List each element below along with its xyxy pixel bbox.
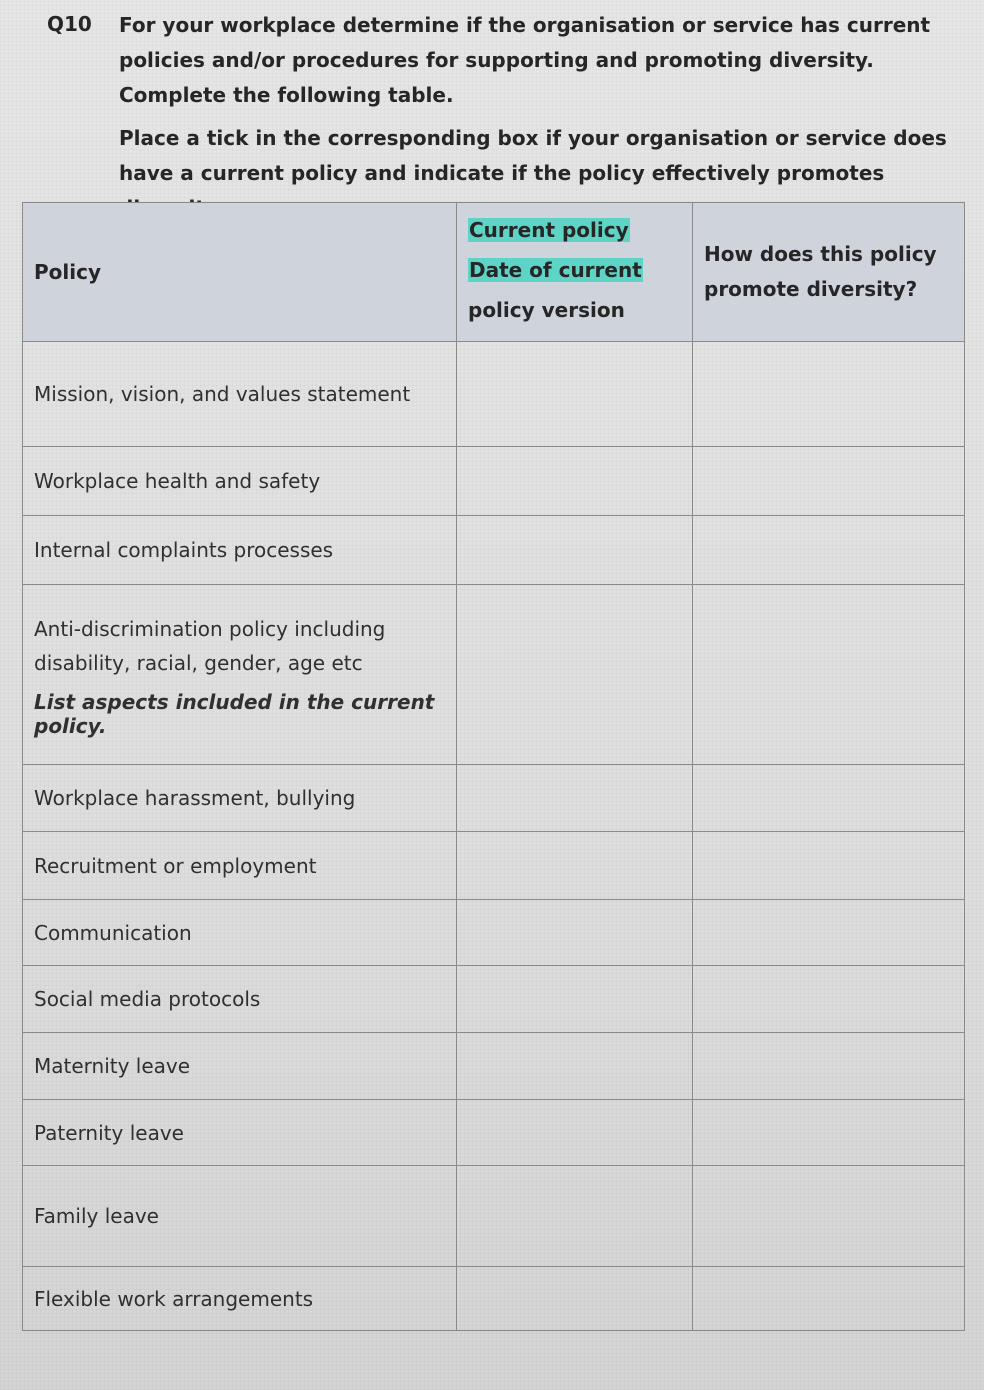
question-instruction: Place a tick in the corresponding box if your organisation or service does have a current policy and indicate if the policy effectively promotes <box>119 126 947 185</box>
promote-diversity-cell[interactable] <box>693 900 965 966</box>
promote-diversity-cell[interactable] <box>693 1100 965 1166</box>
current-policy-cell[interactable] <box>457 765 693 832</box>
policy-name: Mission, vision, and values statement <box>23 342 457 447</box>
promote-diversity-cell[interactable] <box>693 516 965 585</box>
table-row <box>23 1033 965 1100</box>
table-row <box>23 966 965 1033</box>
promote-diversity-cell[interactable] <box>693 1033 965 1100</box>
table-row <box>23 900 965 966</box>
policy-name: Family leave <box>23 1166 457 1267</box>
policy-name: Recruitment or employment <box>23 832 457 900</box>
header-how-promote <box>693 203 965 342</box>
promote-diversity-cell[interactable] <box>693 765 965 832</box>
table-row <box>23 447 965 516</box>
promote-diversity-cell[interactable] <box>693 966 965 1033</box>
current-policy-cell[interactable] <box>457 1267 693 1331</box>
policy-name: Workplace harassment, bullying <box>23 765 457 832</box>
header-how-line1: How does this policy <box>704 242 937 266</box>
promote-diversity-cell[interactable] <box>693 832 965 900</box>
table-row <box>23 1267 965 1331</box>
header-version-label: policy version <box>468 298 625 322</box>
policy-name: Social media protocols <box>23 966 457 1033</box>
policy-name: Communication <box>23 900 457 966</box>
table-row <box>23 832 965 900</box>
current-policy-cell[interactable] <box>457 832 693 900</box>
promote-diversity-cell[interactable] <box>693 1267 965 1331</box>
current-policy-cell[interactable] <box>457 447 693 516</box>
policy-name: Workplace health and safety <box>23 447 457 516</box>
list-aspects-note: List aspects included in the current policy. <box>34 689 435 738</box>
question-number: Q10 <box>47 12 92 36</box>
policy-name: Flexible work arrangements <box>23 1267 457 1331</box>
promote-diversity-cell[interactable] <box>693 585 965 765</box>
table-row <box>23 1166 965 1267</box>
table-row <box>23 516 965 585</box>
table-header-row <box>23 203 965 342</box>
current-policy-cell[interactable] <box>457 900 693 966</box>
current-policy-cell[interactable] <box>457 966 693 1033</box>
policy-table <box>22 202 965 1331</box>
policy-name-line1: Anti-discrimination policy including <box>34 616 386 641</box>
current-policy-cell[interactable] <box>457 516 693 585</box>
promote-diversity-cell[interactable] <box>693 1166 965 1267</box>
header-current-policy-label: Current policy <box>469 218 629 242</box>
policy-name: Maternity leave <box>23 1033 457 1100</box>
table-row <box>23 585 965 765</box>
current-policy-cell[interactable] <box>457 342 693 447</box>
policy-name-line2: disability, racial, gender, age etc <box>34 650 363 675</box>
promote-diversity-cell[interactable] <box>693 342 965 447</box>
current-policy-cell[interactable] <box>457 1100 693 1166</box>
header-policy: Policy <box>23 203 457 342</box>
policy-name: Internal complaints processes <box>23 516 457 585</box>
header-how-line2: promote diversity? <box>704 277 918 301</box>
table-row <box>23 765 965 832</box>
table-row <box>23 342 965 447</box>
current-policy-cell[interactable] <box>457 1166 693 1267</box>
table-row <box>23 1100 965 1166</box>
policy-name: Paternity leave <box>23 1100 457 1166</box>
current-policy-cell[interactable] <box>457 585 693 765</box>
header-current-policy <box>457 203 693 342</box>
current-policy-cell[interactable] <box>457 1033 693 1100</box>
question-intro: For your workplace determine if the organisation or service has current policies and/or procedures for supporting and promoting diversity. Complete the following table. <box>119 13 931 107</box>
policy-name-antidiscrimination <box>23 585 457 765</box>
promote-diversity-cell[interactable] <box>693 447 965 516</box>
header-date-label: Date of current <box>469 258 642 282</box>
